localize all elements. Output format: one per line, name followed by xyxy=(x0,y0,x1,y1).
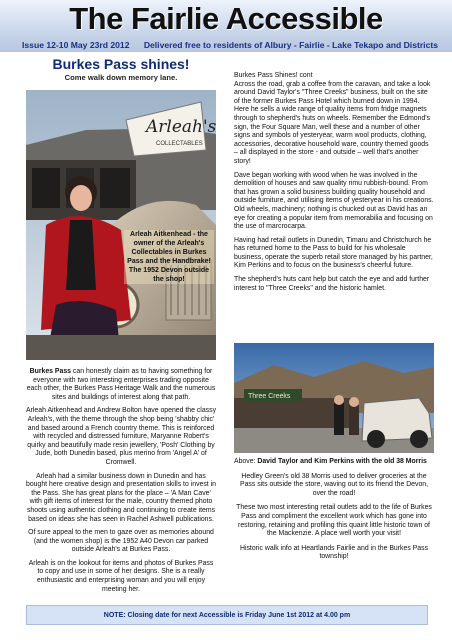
photo-arleah-shop xyxy=(26,90,216,360)
story-subhead: Come walk down memory lane. xyxy=(64,73,178,82)
closing-date-text: NOTE: Closing date for next Accessible is Friday June 1st 2012 at 4.00 pm xyxy=(103,611,351,619)
right-paragraph-7: Historic walk info at Heartlands Fairlie and in the Burkes Pass township! xyxy=(239,544,429,561)
right-column-lower xyxy=(234,458,434,568)
caption-lead: Above: xyxy=(234,458,256,465)
right-paragraph-2: Dave began working with wood when he was involved in the demolition of houses and saw quality rimu rubbish-bound. From that has grown a solid business building quality household and outside furniture, and utilising items of yesteryear in his creations. Old wheels, machinery; nothing is chucked out as David has an eye for creating a popular item from memorabilia and focusing on the use of marcrocarpa. xyxy=(234,171,434,231)
story-headline: Burkes Pass shines! xyxy=(52,56,190,72)
left-paragraph-1 xyxy=(26,368,216,402)
masthead xyxy=(0,0,452,52)
issue-line xyxy=(22,40,438,52)
caption-text: David Taylor and Kim Perkins with the old 38 Morris xyxy=(255,458,427,465)
left-column xyxy=(26,368,216,599)
left-paragraph-4: Of sure appeal to the men to gaze over as memories abound (and the women shop) is the 1952 A40 Devon car parked outside Arleah's at Burkes Pass. xyxy=(28,529,214,554)
story-headline-block xyxy=(26,56,216,82)
photo-three-creeks-image xyxy=(234,343,434,453)
shop-sign-subtext: COLLECTABLES xyxy=(156,141,203,147)
left-paragraph-5: Arleah is on the lookout for items and photos of Burkes Pass to copy and use in some of her designs. She is a really enthusiastic and enterprising woman and you will enjoy meeting her. xyxy=(28,559,214,593)
photo-arleah-shop-image xyxy=(26,90,216,360)
right-paragraph-4: The shepherd's huts cant help but catch the eye and add further interest to "Three Creeks" and the historic hamlet. xyxy=(234,276,430,292)
left-paragraph-1-lead: Burkes Pass xyxy=(29,368,72,375)
newsletter-title: The Fairlie Accessible xyxy=(69,1,383,36)
right-column xyxy=(234,72,434,298)
left-paragraph-1-text: can honestly claim as to having something for everyone with two interesting enterprises trading opposite each other, the Burkes Pass Heritage Walk and the numerous sites and buildings of interest along that path. xyxy=(26,368,216,401)
closing-date-note xyxy=(26,605,428,625)
photo-arleah-caption: Arleah Aitkenhead - the owner of the Arleah's Collectables in Burkes Pass and the Handbrake! The 1952 Devon outside the shop! xyxy=(124,230,214,284)
store-sign-text: Three Creeks xyxy=(248,393,291,400)
right-paragraph-1: Burkes Pass Shines! cont Across the road, grab a coffee from the caravan, and take a look around David Taylor's "Three Creeks" business, built on the site of the former Burkes Pass Hotel which burned down in 1994. Here he sells a wide range of quality items from fridge magnets through to shepherd's huts on wheels. Remember the Edmond's sign, the Four Square Man, well these and a number of other signs and symbols of yesteryear, warm wool products, clothing, accessories, decorative household ware, country themed goods – all displayed in the store - and outside – well that's another story! xyxy=(234,72,431,165)
delivery-tagline: Delivered free to residents of Albury - Fairlie - Lake Tekapo and Districts xyxy=(143,40,438,50)
right-paragraph-5: Hedley Green's old 38 Morris used to deliver groceries at the Pass sits outside the store, waving out to its friend the Devon, over the road! xyxy=(239,472,429,497)
left-paragraph-3: Arleah had a similar business down in Dunedin and has bought here creative design and presentation skills to invest in the Pass. She has great plans for the place – 'A Man Cave' with gift items of interest for the male, country themed photo shoots using authentic clothing and continuing to create items based on ideas she has seen in Rachel Ashwell publications. xyxy=(26,472,216,523)
photo-three-creeks-caption xyxy=(234,458,434,467)
shop-sign-text: Arleah's xyxy=(146,117,216,137)
right-paragraph-3: Having had retail outlets in Dunedin, Timaru and Christchurch he has returned home to the Pass to build for his wholesale business, operate the superb retail store managed by his partner, Kim Perkins and to focus on the business's cheerful future. xyxy=(234,236,433,270)
issue-number: Issue 12-10 May 23rd 2012 xyxy=(22,40,130,50)
left-paragraph-2: Arleah Aitkenhead and Andrew Bolton have opened the classy Arleah's, with the theme through the shop being 'shabby chic' and based around a French country theme. This is reinforced with recycled and distressed furniture, Maryanne Robert's quirky and beautifully made resin jewellery, 'Posh' Clothing by Jude, both Dunedin based, plus merino from 'Angel A' of Cromwell. xyxy=(26,407,217,466)
right-paragraph-6: These two most interesting retail outlets add to the life of Burkes Pass and compliment the excellent work which has gone into restoring, retaining and profiling this quaint little historic town of the Mackenzie. A place well worth your visit! xyxy=(236,504,432,538)
photo-three-creeks xyxy=(234,343,434,453)
